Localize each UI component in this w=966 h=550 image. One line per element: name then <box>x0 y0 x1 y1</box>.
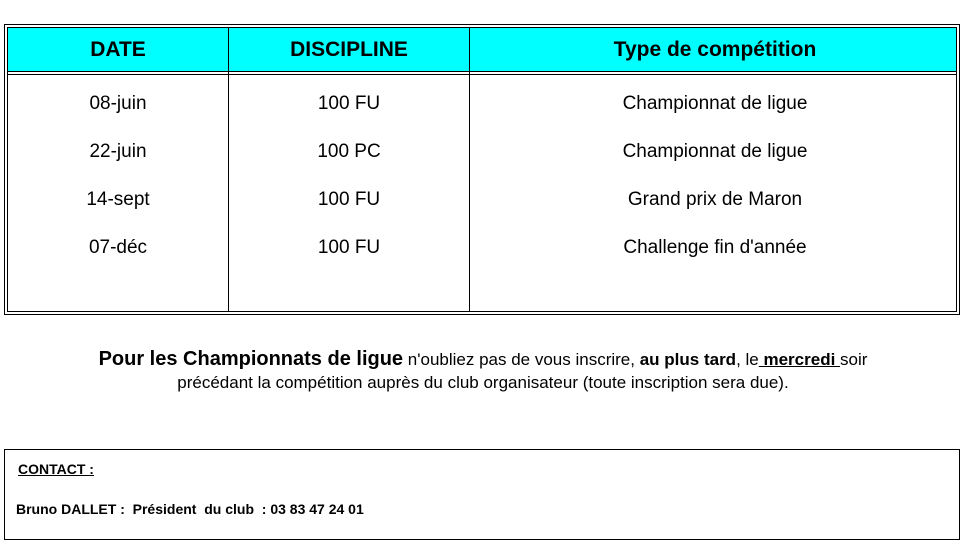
notice-text: soir <box>840 350 868 369</box>
cell-discipline: 100 FU <box>317 189 381 210</box>
header-date: DATE <box>90 38 146 61</box>
notice-text: n'oubliez pas de vous inscrire, <box>403 350 640 369</box>
cell-date: 22-juin <box>89 141 147 162</box>
cell-discipline: 100 FU <box>317 93 381 114</box>
notice-text: , le <box>736 350 759 369</box>
cell-competition-type: Championnat de ligue <box>622 93 808 114</box>
header-discipline: DISCIPLINE <box>290 38 408 61</box>
contact-title: CONTACT : <box>18 461 94 477</box>
table-row <box>8 128 956 176</box>
cell-competition-type: Grand prix de Maron <box>627 189 803 210</box>
cell-date: 08-juin <box>89 93 147 114</box>
table-row <box>8 176 956 224</box>
notice-emphasis: au plus tard <box>639 350 737 369</box>
table-row <box>8 80 956 128</box>
registration-notice <box>0 348 966 394</box>
cell-competition-type: Challenge fin d'année <box>623 237 807 258</box>
notice-underlined-day: mercredi <box>758 350 841 369</box>
contact-details: Bruno DALLET : Président du club : 03 83 47 24 01 <box>16 501 364 517</box>
header-competition-type: Type de compétition <box>613 38 817 61</box>
cell-competition-type: Championnat de ligue <box>622 141 808 162</box>
notice-line-1 <box>0 348 966 371</box>
table-header <box>8 28 956 72</box>
notice-lead: Pour les Championnats de ligue <box>98 348 404 370</box>
table-row <box>8 224 956 272</box>
cell-date: 14-sept <box>86 189 150 210</box>
schedule-table-inner <box>7 27 957 312</box>
notice-line-2: précédant la compétition auprès du club organisateur (toute inscription sera due). <box>177 373 789 392</box>
header-divider <box>8 74 956 75</box>
contact-box <box>4 449 960 540</box>
schedule-table <box>4 24 960 315</box>
cell-date: 07-déc <box>88 237 148 258</box>
cell-discipline: 100 PC <box>317 141 381 162</box>
cell-discipline: 100 FU <box>317 237 381 258</box>
